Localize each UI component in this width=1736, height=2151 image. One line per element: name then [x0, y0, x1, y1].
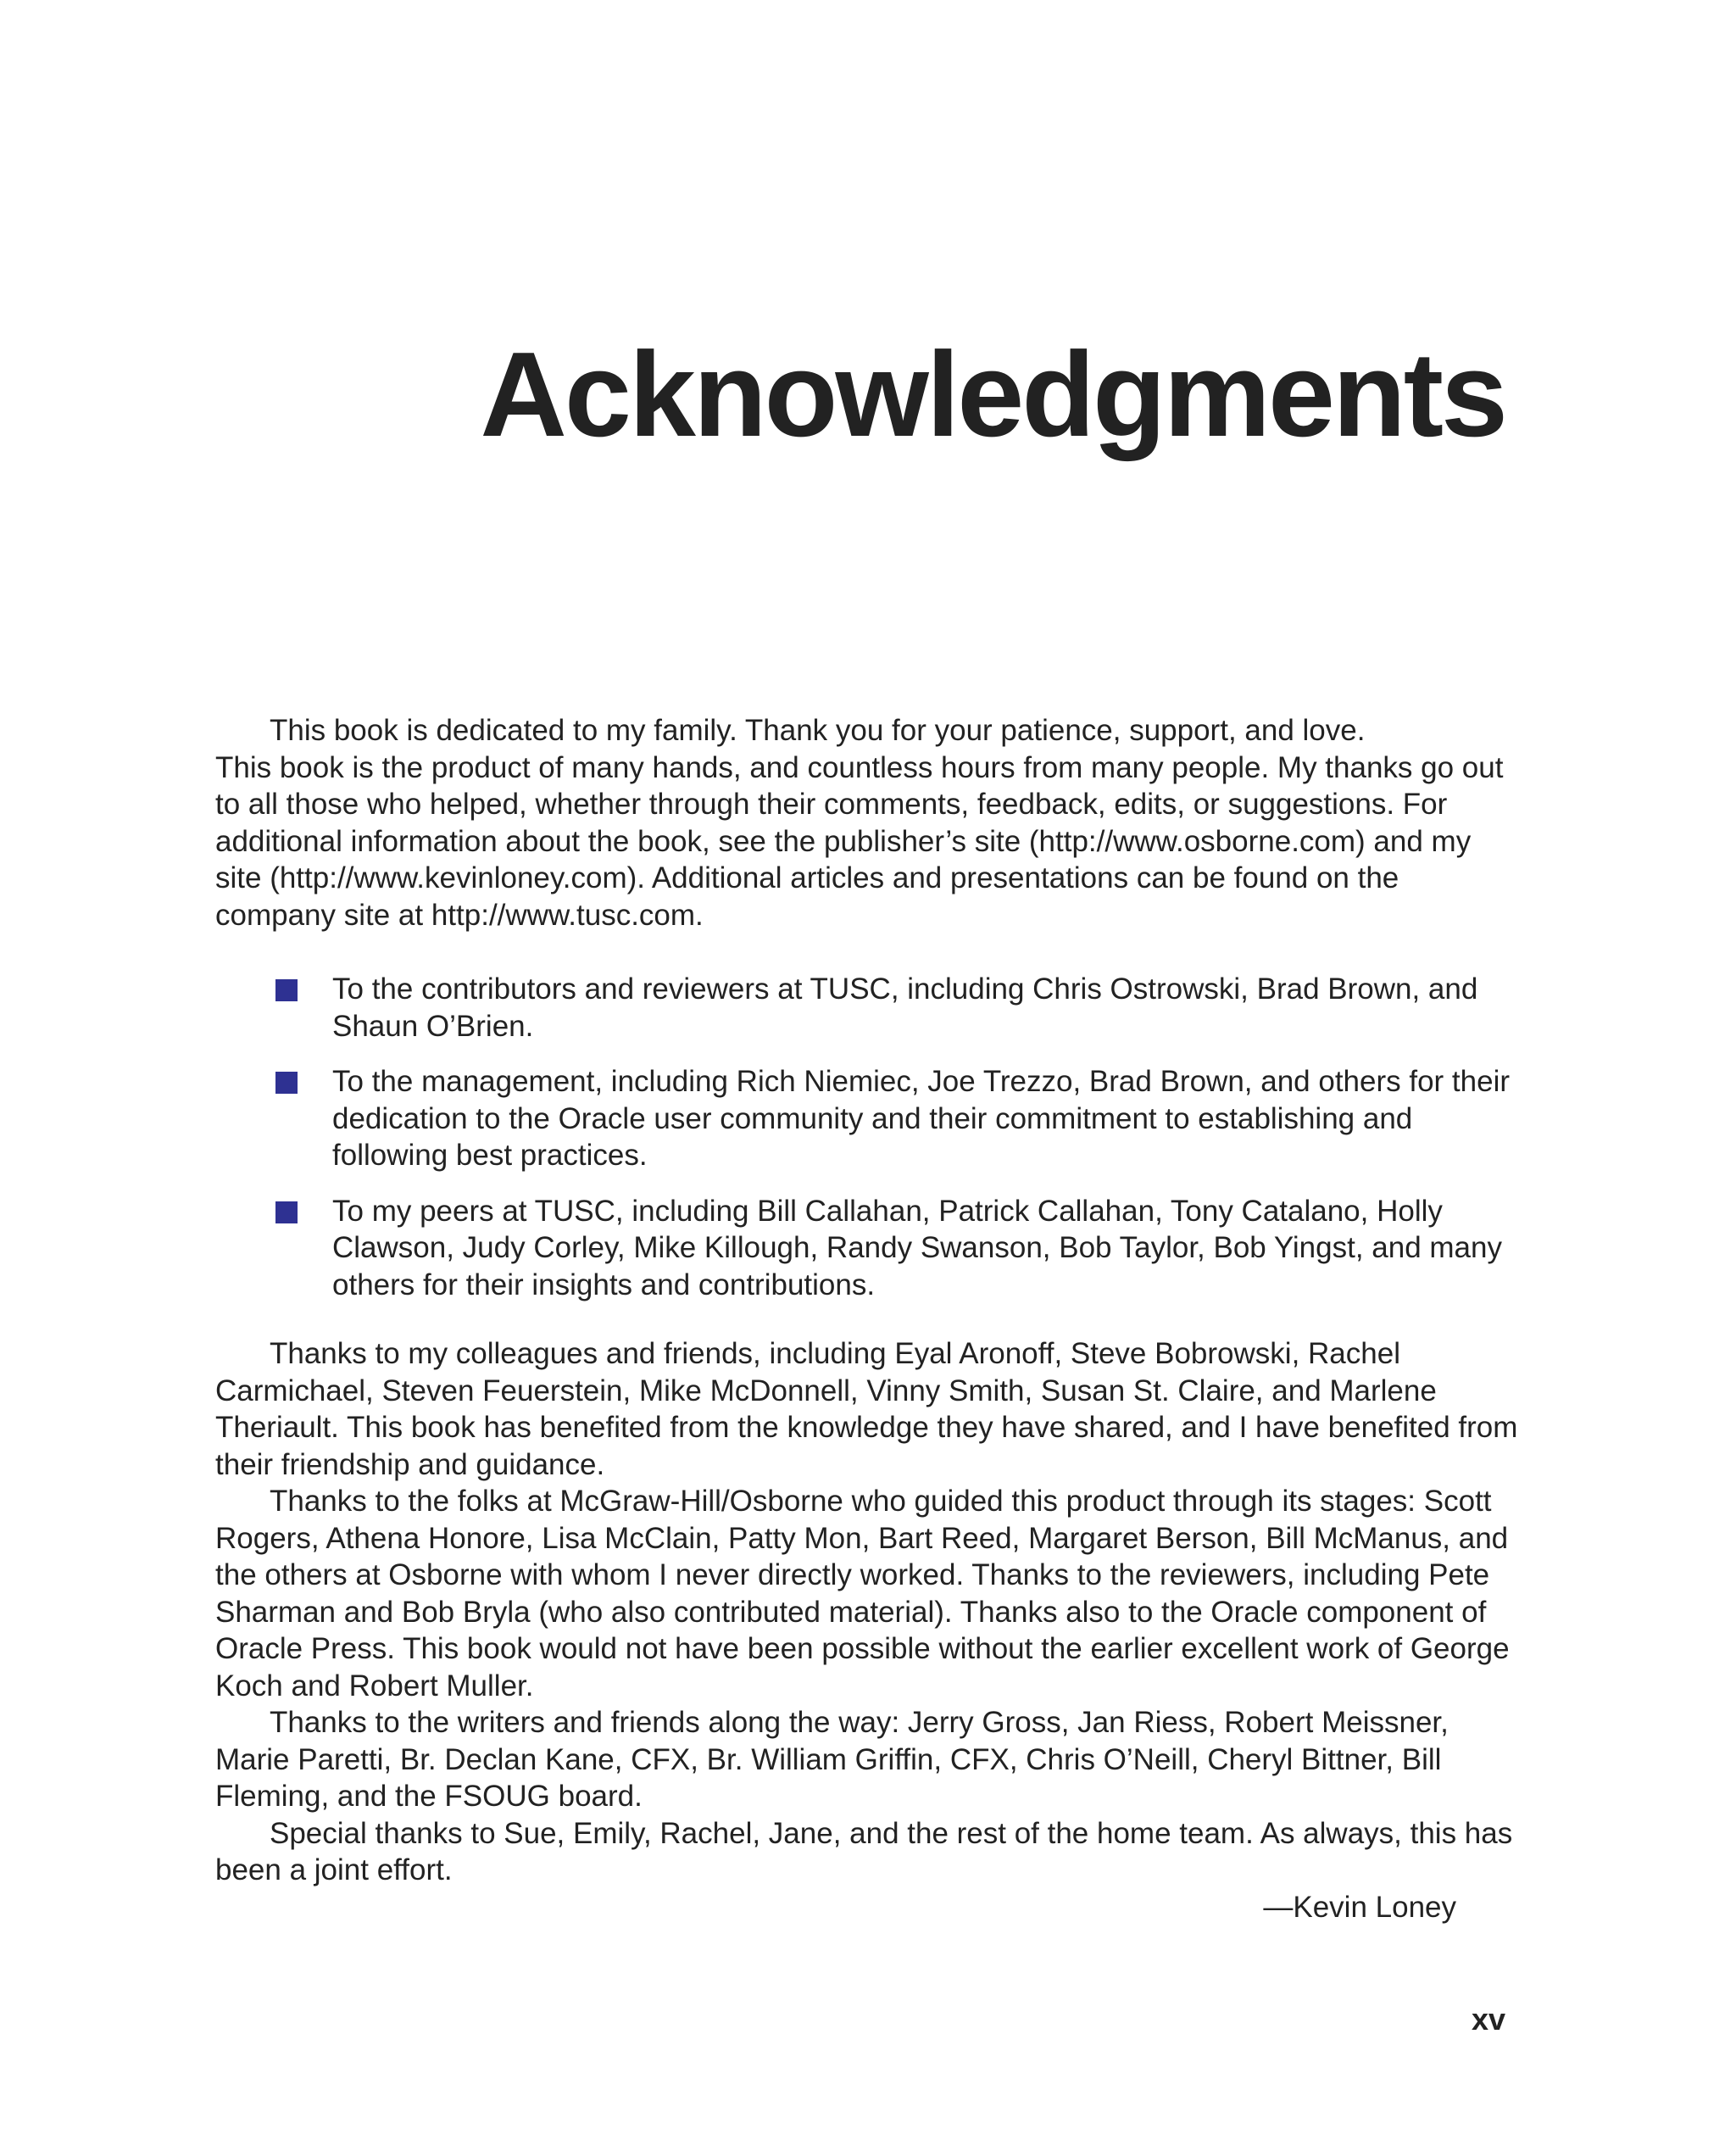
- dedication-paragraph: This book is dedicated to my family. Thank you for your patience, support, and love.: [270, 714, 1366, 747]
- bullet-item: [215, 1193, 1521, 1304]
- colleagues-paragraph: Thanks to my colleagues and friends, including Eyal Aronoff, Steve Bobrowski, Rachel Carmichael, Steven Feuerstein, Mike McDonnell, Vinny Smith, Susan St. Claire, and Marlene Theriault. This book has benefited from the knowledge they have shared, and I have benefited from their friendship and guidance.: [215, 1337, 1518, 1481]
- acknowledgments-body: [215, 712, 1521, 1925]
- square-bullet-icon: [275, 979, 298, 1001]
- bullet-text: To the management, including Rich Niemiec, Joe Trezzo, Brad Brown, and others for their dedication to the Oracle user community and their commitment to establishing and following best practices.: [332, 1065, 1511, 1172]
- author-signature: —Kevin Loney: [1263, 1890, 1456, 1924]
- square-bullet-icon: [275, 1072, 298, 1094]
- bullet-text: To my peers at TUSC, including Bill Callahan, Patrick Callahan, Tony Catalano, Holly Clawson, Judy Corley, Mike Killough, Randy Swanson, Bob Taylor, Bob Yingst, and many others for their insights and contributions.: [332, 1194, 1502, 1301]
- page-number: xv: [1471, 2002, 1505, 2037]
- bullet-item: [215, 971, 1521, 1045]
- square-bullet-icon: [275, 1201, 298, 1223]
- intro-paragraph: This book is the product of many hands, and countless hours from many people. My thanks go out to all those who helped, whether through their comments, feedback, edits, or suggestions. For additional information about the book, see the publisher’s site (http://www.osborne.com) and my site (http://www.kevinloney.com). Additional articles and presentations can be found on the company site at http://www.tusc.com.: [215, 750, 1504, 932]
- family-paragraph: Special thanks to Sue, Emily, Rachel, Jane, and the rest of the home team. As always, this has been a joint effort.: [215, 1816, 1513, 1886]
- writers-paragraph: Thanks to the writers and friends along the way: Jerry Gross, Jan Riess, Robert Meissner, Marie Paretti, Br. Declan Kane, CFX, Br. William Griffin, CFX, Chris O’Neill, Cheryl Bittner, Bill Fleming, and the FSOUG board.: [215, 1706, 1449, 1813]
- bullet-text: To the contributors and reviewers at TUSC, including Chris Ostrowski, Brad Brown, and Shaun O’Brien.: [332, 972, 1478, 1043]
- page-title: Acknowledgments: [480, 327, 1505, 462]
- thanks-bullet-list: [215, 971, 1521, 1303]
- bullet-item: [215, 1063, 1521, 1174]
- publisher-paragraph: Thanks to the folks at McGraw-Hill/Osborne who guided this product through its stages: Scott Rogers, Athena Honore, Lisa McClain, Patty Mon, Bart Reed, Margaret Berson, Bill McManus, and the others at Osborne with whom I never directly worked. Thanks to the reviewers, including Pete Sharman and Bob Bryla (who also contributed material). Thanks also to the Oracle component of Oracle Press. This book would not have been possible without the earlier excellent work of George Koch and Robert Muller.: [215, 1485, 1510, 1702]
